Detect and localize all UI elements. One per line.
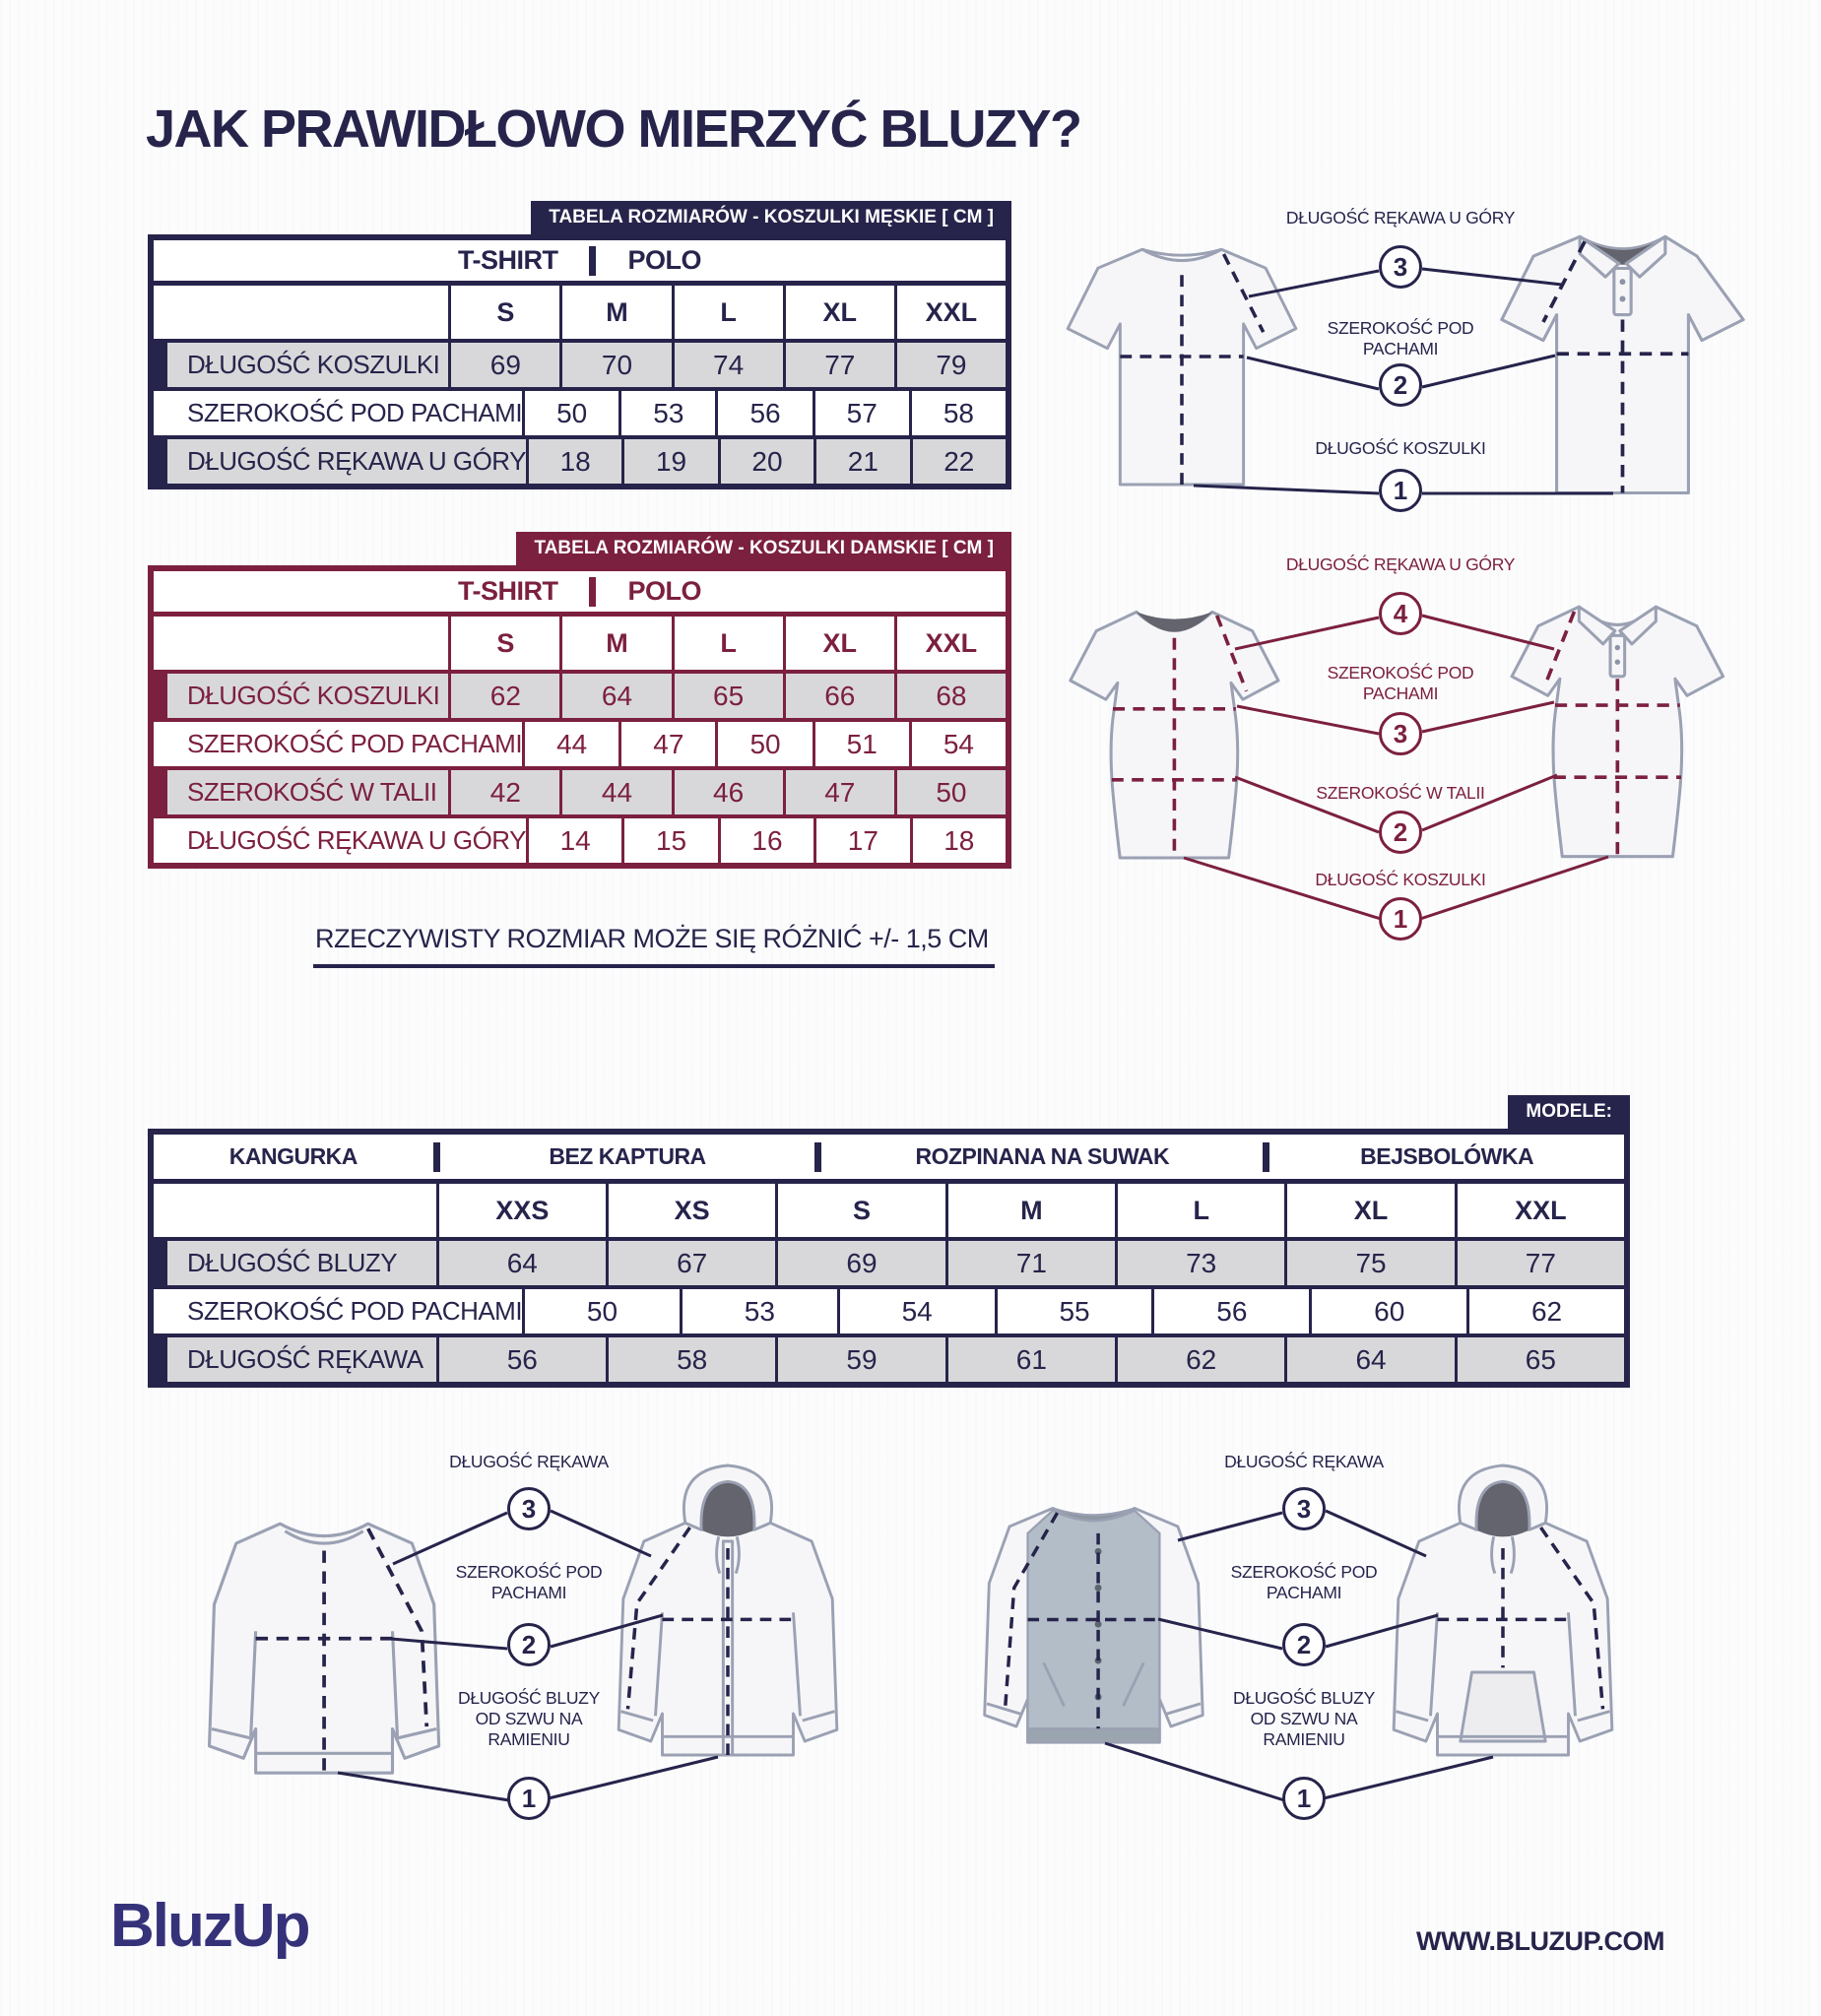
callout-number: 1: [1393, 475, 1408, 505]
size-header: L: [1115, 1184, 1284, 1237]
cell: 18: [910, 818, 1006, 863]
men-measure-diagram: [1054, 192, 1763, 522]
cell: 19: [621, 439, 717, 484]
cell: 62: [1115, 1337, 1284, 1382]
table-row: [154, 1333, 1624, 1382]
cell: 58: [909, 391, 1006, 435]
cell: 20: [718, 439, 813, 484]
cell: 14: [526, 818, 621, 863]
cell: 18: [526, 439, 621, 484]
callout-circle: [1379, 592, 1422, 635]
row-label: DŁUGOŚĆ RĘKAWA: [187, 1344, 423, 1374]
cell: 75: [1284, 1241, 1454, 1285]
cell: 62: [448, 674, 559, 718]
row-label: SZEROKOŚĆ W TALII: [187, 777, 437, 807]
model-types-row: [154, 1135, 1624, 1184]
cell: 64: [436, 1241, 606, 1285]
callout-circle: [507, 1487, 551, 1530]
annotation-label: SZEROKOŚĆ POD PACHAMI: [455, 1562, 603, 1602]
size-header: XXL: [894, 286, 1006, 339]
cell: 44: [559, 770, 671, 814]
callout-number: 1: [1393, 903, 1408, 934]
cell: 54: [909, 722, 1006, 766]
cell: 64: [1284, 1337, 1454, 1382]
cell: 56: [715, 391, 812, 435]
size-header: S: [775, 1184, 944, 1237]
callout-circle: [1379, 245, 1422, 289]
cell: 22: [910, 439, 1006, 484]
callout-number: 2: [1296, 1629, 1312, 1659]
model-type: BEJSBOLÓWKA: [1360, 1143, 1534, 1169]
callout-number: 3: [1393, 251, 1408, 282]
callout-circle: [507, 1623, 551, 1666]
annotation-label: DŁUGOŚĆ BLUZY OD SZWU NA RAMIENIU: [1233, 1688, 1375, 1749]
table-row: [154, 814, 1006, 863]
callout-number: 2: [1393, 816, 1408, 847]
cell: 65: [672, 674, 783, 718]
cell: 50: [894, 770, 1006, 814]
callout-number: 3: [1393, 718, 1408, 748]
cell: 56: [1151, 1289, 1309, 1333]
cell: 57: [813, 391, 909, 435]
cell: 62: [1466, 1289, 1624, 1333]
cell: 47: [618, 722, 715, 766]
cell: 51: [813, 722, 909, 766]
cell: 58: [606, 1337, 775, 1382]
cell: 21: [813, 439, 909, 484]
annotation-label: DŁUGOŚĆ BLUZY OD SZWU NA RAMIENIU: [458, 1688, 600, 1749]
sweatshirt-measure-diagram: [182, 1440, 881, 1853]
cell: 68: [894, 674, 1006, 718]
model-type: KANGURKA: [228, 1143, 358, 1169]
website-url: WWW.BLUZUP.COM: [1416, 1926, 1664, 1956]
callout-circle: [507, 1777, 551, 1820]
cell: 56: [436, 1337, 606, 1382]
callout-number: 1: [521, 1783, 537, 1813]
cell: 47: [783, 770, 894, 814]
cell: 53: [680, 1289, 837, 1333]
callout-circle: [1282, 1623, 1326, 1666]
separator-bar: [1263, 1142, 1269, 1172]
table-row: [154, 1285, 1624, 1333]
callout-circle: [1379, 363, 1422, 407]
separator-bar: [814, 1142, 821, 1172]
size-header: L: [672, 617, 783, 670]
size-header: M: [945, 1184, 1115, 1237]
table-row: [154, 339, 1006, 387]
callout-circle: [1282, 1487, 1326, 1530]
jacket-measure-diagram: [957, 1440, 1657, 1853]
size-header: S: [448, 286, 559, 339]
cell: 55: [995, 1289, 1152, 1333]
cell: 77: [1455, 1241, 1624, 1285]
callout-number: 3: [521, 1493, 537, 1524]
table-row: [154, 718, 1006, 766]
women-table-tab: TABELA ROZMIARÓW - KOSZULKI DAMSKIE [ CM ]: [516, 532, 1011, 565]
table-row: [154, 435, 1006, 484]
men-header-polo: POLO: [627, 245, 701, 275]
callout-circle: [1379, 712, 1422, 755]
row-label: SZEROKOŚĆ POD PACHAMI: [187, 729, 523, 758]
model-type: ROZPINANA NA SUWAK: [915, 1143, 1170, 1169]
cell: 69: [448, 343, 559, 387]
cell: 60: [1309, 1289, 1466, 1333]
cell: 61: [945, 1337, 1115, 1382]
row-label: DŁUGOŚĆ RĘKAWA U GÓRY: [187, 446, 526, 476]
callout-number: 2: [1393, 369, 1408, 400]
models-table-tab: MODELE:: [1508, 1095, 1630, 1129]
size-header: XXL: [894, 617, 1006, 670]
empty-cell: [154, 1184, 436, 1237]
cell: 73: [1115, 1241, 1284, 1285]
callout-number: 3: [1296, 1493, 1312, 1524]
cell: 17: [813, 818, 909, 863]
row-label: DŁUGOŚĆ KOSZULKI: [187, 681, 440, 710]
women-header-tshirt: T-SHIRT: [457, 576, 558, 606]
size-header: XXS: [436, 1184, 606, 1237]
cell: 50: [715, 722, 812, 766]
women-table-header: [154, 571, 1006, 617]
cell: 54: [837, 1289, 995, 1333]
annotation-label: DŁUGOŚĆ KOSZULKI: [1315, 870, 1486, 889]
women-measure-diagram: [1054, 547, 1763, 941]
annotation-label: DŁUGOŚĆ RĘKAWA: [449, 1452, 609, 1471]
row-label: DŁUGOŚĆ KOSZULKI: [187, 350, 440, 379]
empty-cell: [154, 286, 448, 339]
cell: 66: [783, 674, 894, 718]
header-separator-bar: [589, 246, 596, 276]
table-row: [154, 670, 1006, 718]
row-label: SZEROKOŚĆ POD PACHAMI: [187, 398, 523, 427]
row-label: SZEROKOŚĆ POD PACHAMI: [187, 1296, 523, 1326]
models-sizes-row: [154, 1184, 1624, 1237]
cell: 50: [522, 391, 618, 435]
annotation-label: SZEROKOŚĆ POD PACHAMI: [1327, 318, 1474, 358]
cell: 65: [1455, 1337, 1624, 1382]
women-size-table: [148, 565, 1011, 869]
brand-logo: BluzUp: [110, 1892, 309, 1960]
cell: 15: [621, 818, 717, 863]
tolerance-note: RZECZYWISTY ROZMIAR MOŻE SIĘ RÓŻNIĆ +/- 1,5 CM: [313, 924, 995, 968]
size-header: XXL: [1455, 1184, 1624, 1237]
models-size-table: [148, 1129, 1630, 1388]
row-label: DŁUGOŚĆ RĘKAWA U GÓRY: [187, 825, 526, 855]
cell: 71: [945, 1241, 1115, 1285]
cell: 79: [894, 343, 1006, 387]
separator-bar: [433, 1142, 440, 1172]
header-separator-bar: [589, 577, 596, 607]
annotation-label: SZEROKOŚĆ W TALII: [1316, 783, 1485, 803]
callout-number: 1: [1296, 1783, 1312, 1813]
cell: 77: [783, 343, 894, 387]
page-title: JAK PRAWIDŁOWO MIERZYĆ BLUZY?: [146, 99, 1081, 159]
size-header: L: [672, 286, 783, 339]
callout-circle: [1379, 811, 1422, 854]
men-header-tshirt: T-SHIRT: [457, 245, 558, 275]
size-header: XL: [783, 286, 894, 339]
callout-number: 4: [1393, 598, 1408, 628]
size-header: XS: [606, 1184, 775, 1237]
annotation-label: DŁUGOŚĆ KOSZULKI: [1315, 438, 1486, 458]
size-header: XL: [1284, 1184, 1454, 1237]
size-header: M: [559, 286, 671, 339]
men-size-table: [148, 234, 1011, 489]
men-sizes-row: [154, 286, 1006, 339]
callout-circle: [1379, 897, 1422, 941]
cell: 42: [448, 770, 559, 814]
cell: 74: [672, 343, 783, 387]
cell: 59: [775, 1337, 944, 1382]
size-header: M: [559, 617, 671, 670]
row-label: DŁUGOŚĆ BLUZY: [187, 1248, 398, 1277]
table-row: [154, 1237, 1624, 1285]
cell: 50: [522, 1289, 680, 1333]
annotation-label: DŁUGOŚĆ RĘKAWA U GÓRY: [1285, 208, 1516, 228]
women-header-polo: POLO: [627, 576, 701, 606]
women-sizes-row: [154, 617, 1006, 670]
size-header: S: [448, 617, 559, 670]
callout-circle: [1379, 469, 1422, 512]
men-table-tab: TABELA ROZMIARÓW - KOSZULKI MĘSKIE [ CM ]: [531, 201, 1011, 234]
cell: 16: [718, 818, 813, 863]
cell: 53: [618, 391, 715, 435]
annotation-label: DŁUGOŚĆ RĘKAWA: [1224, 1452, 1384, 1471]
cell: 67: [606, 1241, 775, 1285]
annotation-label: SZEROKOŚĆ POD PACHAMI: [1327, 663, 1474, 703]
cell: 69: [775, 1241, 944, 1285]
callout-circle: [1282, 1777, 1326, 1820]
table-row: [154, 766, 1006, 814]
model-type: BEZ KAPTURA: [549, 1143, 706, 1169]
cell: 70: [559, 343, 671, 387]
cell: 44: [522, 722, 618, 766]
table-row: [154, 387, 1006, 435]
men-table-header: [154, 240, 1006, 286]
callout-number: 2: [521, 1629, 537, 1659]
empty-cell: [154, 617, 448, 670]
size-header: XL: [783, 617, 894, 670]
cell: 64: [559, 674, 671, 718]
annotation-label: DŁUGOŚĆ RĘKAWA U GÓRY: [1285, 554, 1516, 574]
cell: 46: [672, 770, 783, 814]
annotation-label: SZEROKOŚĆ POD PACHAMI: [1230, 1562, 1378, 1602]
